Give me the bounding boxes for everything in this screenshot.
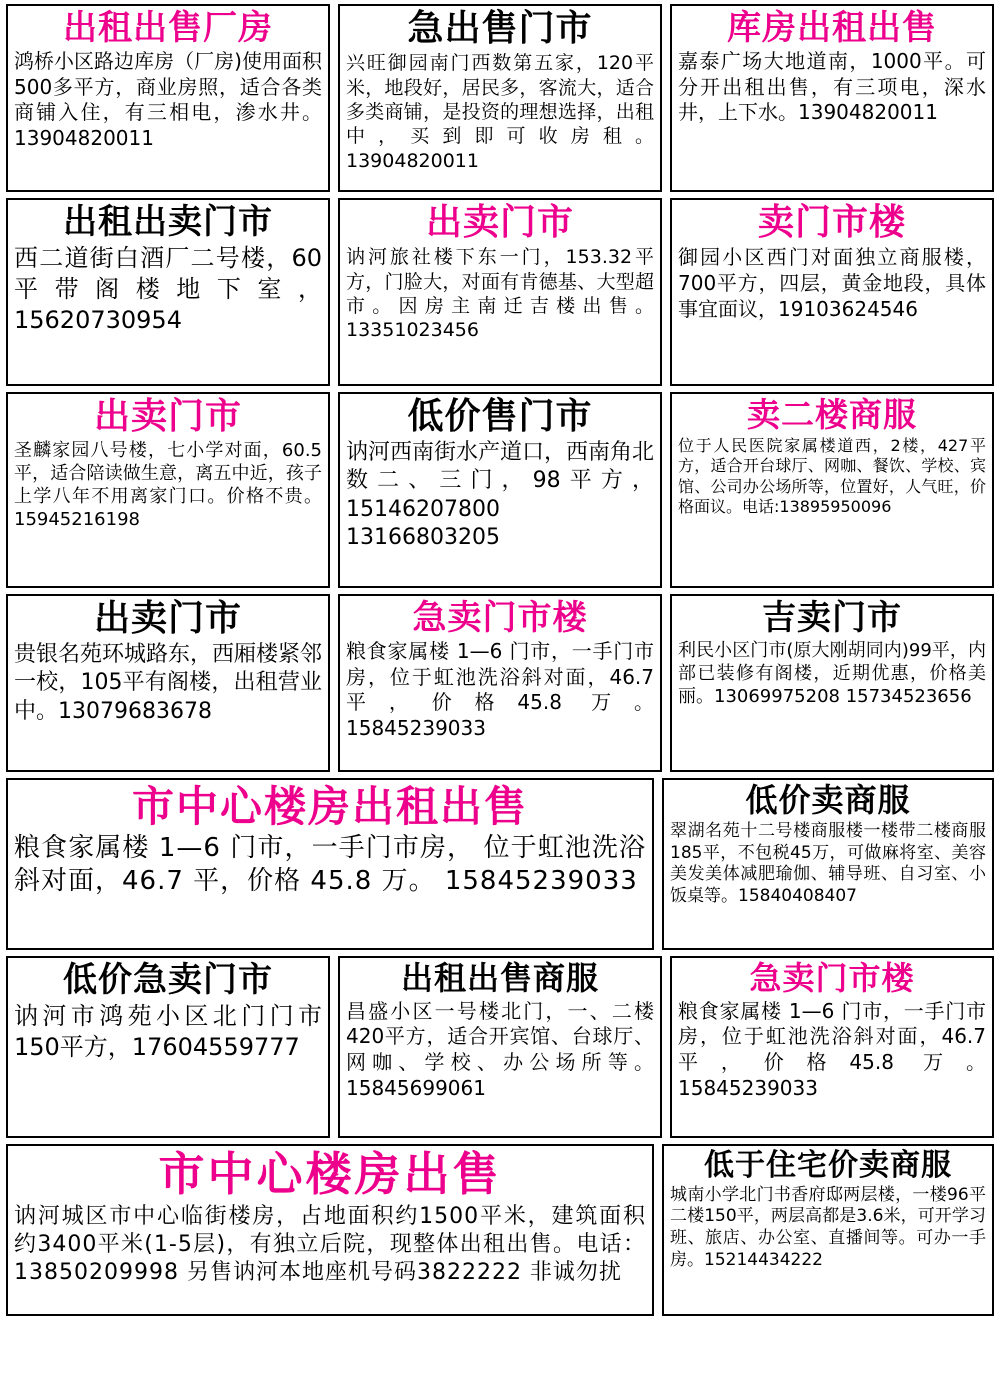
- ad-body: 粮食家属楼 1—6 门市，一手门市房， 位于虹池洗浴斜对面，46.7 平，价格 45.8 万。 15845239033: [14, 833, 646, 897]
- ad-headline: 卖门市楼: [757, 202, 906, 243]
- ad-body: 讷河市鸿苑小区北门门市150平方，17604559777: [14, 1002, 322, 1061]
- ad-body: 讷河西南街水产道口，西南角北数二、三门，98平方，15146207800 13166803205: [346, 440, 655, 550]
- ad-headline: 吉卖门市: [762, 598, 902, 638]
- ad-card[interactable]: [670, 392, 994, 588]
- ad-card[interactable]: [6, 1144, 654, 1316]
- ad-card[interactable]: [338, 392, 662, 588]
- ad-body: 兴旺御园南门西数第五家，120平米，地段好，居民多，客流大，适合多类商铺，是投资的理想选择，出租中，买到即可收房租。13904820011: [346, 52, 654, 172]
- ad-headline: 卖二楼商服: [747, 395, 917, 434]
- ad-headline: 出卖门市: [93, 598, 242, 639]
- ad-headline: 出租出卖门市: [63, 202, 273, 242]
- ad-headline: 出卖门市: [425, 202, 574, 243]
- ad-body: 粮食家属楼 1—6 门市，一手门市房，位于虹池洗浴斜对面，46.7 平，价格45.8 万。15845239033: [678, 998, 986, 1100]
- ad-card[interactable]: [338, 956, 662, 1138]
- ad-body: 粮食家属楼 1—6 门市，一手门市房，位于虹池洗浴斜对面，46.7 平，价格45.8 万。15845239033: [346, 639, 654, 740]
- ad-body: 昌盛小区一号楼北门，一、二楼420平方，适合开宾馆、台球厅、网咖、学校、办公场所等。15845699061: [346, 998, 654, 1100]
- ad-row: [6, 956, 994, 1138]
- ad-headline: 急出售门市: [407, 8, 593, 49]
- ad-body: 翠湖名苑十二号楼商服楼一楼带二楼商服185平，不包税45万，可做麻将室、美容美发美体减肥瑜伽、辅导班、自习室、小饭桌等。15840408407: [670, 820, 986, 907]
- ad-card[interactable]: [670, 956, 994, 1138]
- ad-row: [6, 1144, 994, 1316]
- ad-body: 讷河旅社楼下东一门，153.32平方，门脸大，对面有肯德基、大型超市。因房主南迁吉楼出售。13351023456: [346, 246, 654, 342]
- ad-body: 嘉泰广场大地道南，1000平。可分开出租出售，有三项电，深水井，上下水。13904820011: [678, 49, 986, 125]
- ad-row: [6, 4, 994, 192]
- ad-body: 城南小学北门书香府邸两层楼，一楼96平二楼150平，两层高都是3.6米，可开学习班、旅店、办公室、直播间等。可办一手房。15214434222: [670, 1184, 986, 1270]
- ad-row: [6, 198, 994, 386]
- ad-body: 圣麟家园八号楼，七小学对面，60.5平，适合陪读做生意，离五中近，孩子上学八年不用离家门口。价格不贵。15945216198: [14, 440, 322, 531]
- ad-card[interactable]: [6, 198, 330, 386]
- ad-card[interactable]: [6, 594, 330, 772]
- ad-headline: 低价售门市: [407, 396, 593, 437]
- ad-headline: 库房出租出售: [727, 8, 937, 48]
- ad-headline: 出租出售厂房: [63, 8, 273, 48]
- ad-card[interactable]: [338, 4, 662, 192]
- ad-headline: 出租出售商服: [400, 959, 599, 997]
- ad-body: 鸿桥小区路边库房（厂房)使用面积500多平方，商业房照，适合各类商铺入住，有三相电，渗水井。13904820011: [14, 49, 322, 150]
- ad-card[interactable]: [670, 198, 994, 386]
- ad-body: 西二道街白酒厂二号楼，60平带阁楼地下室，15620730954: [14, 244, 322, 334]
- ad-headline: 市中心楼房出租出售: [131, 782, 528, 831]
- ad-body: 御园小区西门对面独立商服楼，700平方，四层，黄金地段，具体事宜面议，19103624546: [678, 245, 986, 321]
- ad-body: 利民小区门市(原大刚胡同内)99平，内部已装修有阁楼，近期优惠，价格美丽。13069975208 15734523656: [678, 640, 986, 708]
- ad-headline: 低价卖商服: [745, 781, 911, 819]
- ad-body: 贵银名苑环城路东，西厢楼紧邻一校，105平有阁楼，出租营业中。13079683678: [14, 642, 323, 724]
- ad-headline: 市中心楼房出售: [158, 1147, 502, 1201]
- ad-body: 讷河城区市中心临街楼房，占地面积约1500平米，建筑面积约3400平米(1-5层)，有独立后院，现整体出租出售。电话：13850209998 另售讷河本地座机号码3822222 非诚勿扰: [14, 1203, 646, 1285]
- ad-row: [6, 594, 994, 772]
- ad-card[interactable]: [6, 956, 330, 1138]
- ad-card[interactable]: [670, 4, 994, 192]
- ad-card[interactable]: [662, 1144, 994, 1316]
- ad-card[interactable]: [338, 198, 662, 386]
- ad-row: [6, 778, 994, 950]
- ad-card[interactable]: [670, 594, 994, 772]
- ad-card[interactable]: [662, 778, 994, 950]
- ad-headline: 出卖门市: [93, 396, 242, 437]
- ad-headline: 急卖门市楼: [412, 598, 588, 638]
- ad-headline: 低价急卖门市: [63, 960, 273, 1000]
- ad-card[interactable]: [6, 392, 330, 588]
- ad-headline: 低于住宅价卖商服: [704, 1148, 952, 1183]
- ad-headline: 急卖门市楼: [749, 959, 915, 997]
- ad-row: [6, 392, 994, 588]
- ad-body: 位于人民医院家属楼道西，2楼，427平方，适合开台球厅、网咖、餐饮、学校、宾馆、公司办公场所等，位置好，人气旺，价格面议。电话:13895950096: [678, 435, 986, 517]
- ad-card[interactable]: [338, 594, 662, 772]
- ad-card[interactable]: [6, 4, 330, 192]
- ad-card[interactable]: [6, 778, 654, 950]
